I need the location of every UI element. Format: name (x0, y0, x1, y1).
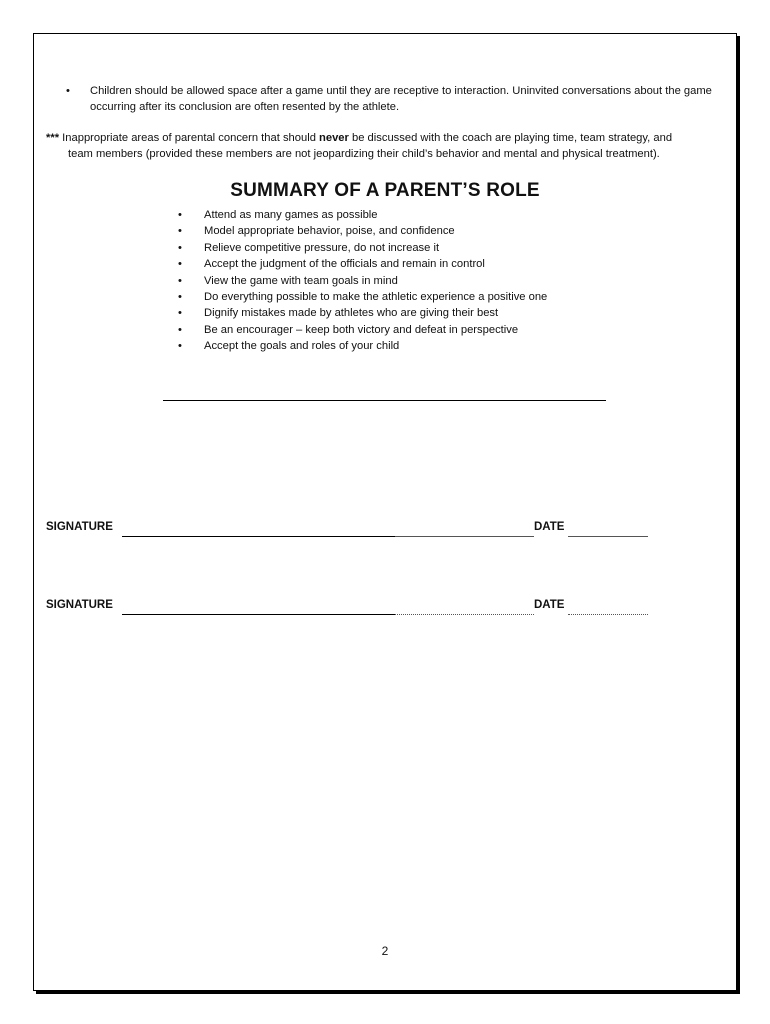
bullet-icon: • (178, 274, 182, 287)
date-label: DATE (534, 521, 565, 533)
date-field[interactable] (568, 614, 648, 615)
note-text-start: Inappropriate areas of parental concern that should (59, 132, 320, 144)
signature-field-extension (395, 614, 534, 615)
bullet-icon: • (66, 85, 70, 97)
bullet-icon: • (178, 307, 182, 320)
note-text-line2: team members (provided these members are not jeopardizing their child’s behavior and mental and physical treatment). (68, 148, 660, 160)
page-border (33, 33, 737, 991)
list-item-text: Dignify mistakes made by athletes who are giving their best (204, 307, 499, 320)
signature-label: SIGNATURE (46, 599, 113, 611)
intro-bullet-text: Children should be allowed space after a game until they are receptive to interaction. Uninvited conversations about the game occurring after its conclusion are often resented by the athlete. (90, 85, 712, 113)
page-number: 2 (381, 944, 389, 958)
date-label: DATE (534, 599, 565, 611)
signature-row-1 (46, 521, 656, 539)
list-item-text: View the game with team goals in mind (204, 274, 398, 287)
list-item (178, 305, 547, 321)
note-bold-word: never (319, 132, 349, 144)
list-item-text: Relieve competitive pressure, do not increase it (204, 241, 440, 254)
list-item (178, 240, 547, 256)
note-stars: *** (46, 132, 60, 144)
bullet-icon: • (178, 323, 182, 336)
list-item-text: Be an encourager – keep both victory and defeat in perspective (204, 323, 519, 336)
list-item (178, 256, 547, 272)
list-item-text: Accept the judgment of the officials and remain in control (204, 258, 485, 271)
intro-bullet (66, 83, 716, 115)
section-title: SUMMARY OF A PARENT’S ROLE (230, 180, 540, 201)
parent-role-list (178, 207, 547, 355)
bullet-icon: • (178, 340, 182, 353)
list-item (178, 338, 547, 354)
list-item (178, 289, 547, 305)
separator-line (163, 400, 606, 401)
parental-concern-note (46, 130, 716, 162)
list-item-text: Accept the goals and roles of your child (204, 340, 400, 353)
bullet-icon: • (178, 290, 182, 303)
signature-row-2 (46, 599, 656, 617)
list-item (178, 322, 547, 338)
list-item (178, 207, 547, 223)
date-field[interactable] (568, 536, 648, 537)
bullet-icon: • (178, 258, 182, 271)
list-item-text: Attend as many games as possible (204, 209, 378, 221)
list-item-text: Model appropriate behavior, poise, and confidence (204, 225, 455, 238)
list-item (178, 273, 547, 289)
signature-field[interactable] (122, 536, 395, 537)
signature-field[interactable] (122, 614, 395, 615)
list-item-text: Do everything possible to make the athletic experience a positive one (204, 290, 548, 303)
bullet-icon: • (178, 209, 182, 221)
note-text-end: be discussed with the coach are playing time, team strategy, and (348, 132, 673, 144)
list-item (178, 223, 547, 239)
signature-field-extension (395, 536, 534, 537)
signature-label: SIGNATURE (46, 521, 113, 533)
bullet-icon: • (178, 241, 182, 254)
bullet-icon: • (178, 225, 182, 238)
